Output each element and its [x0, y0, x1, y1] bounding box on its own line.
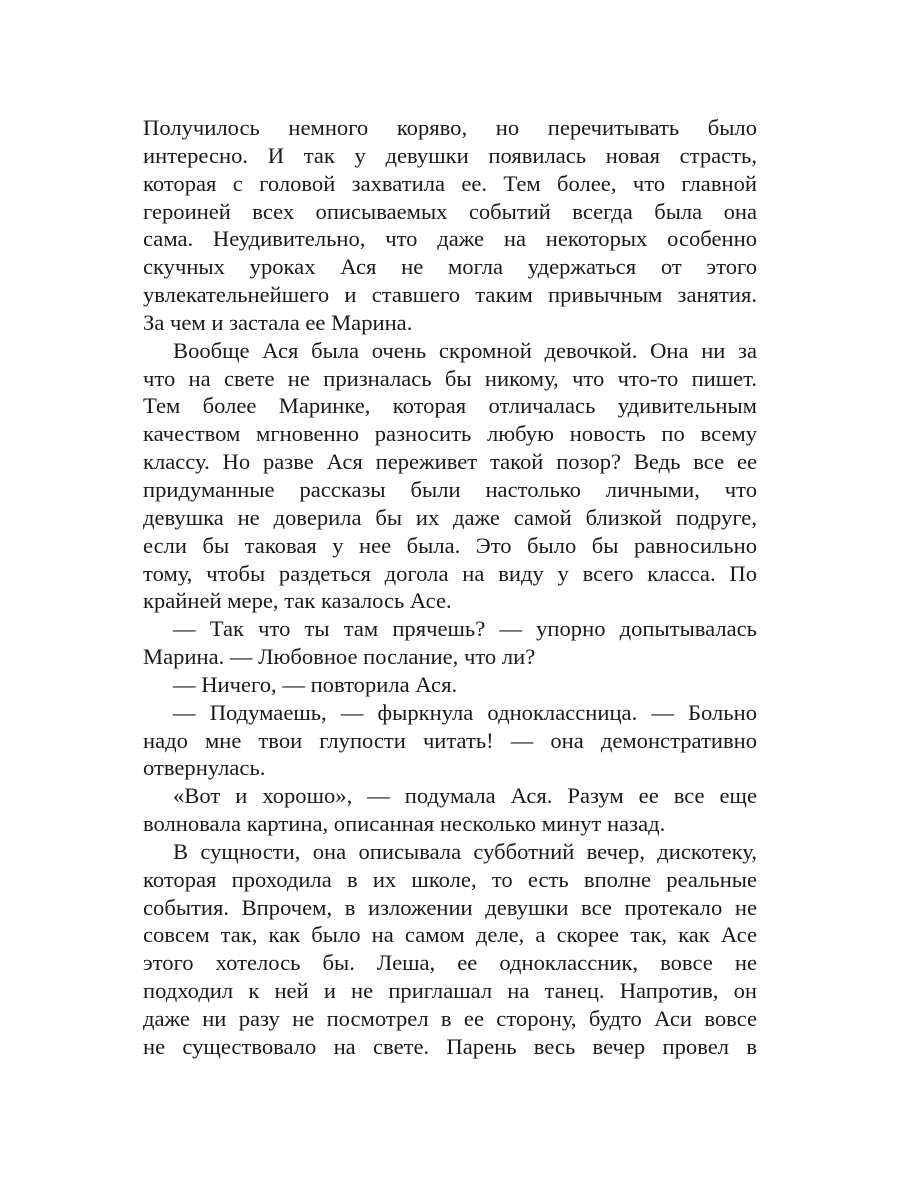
- paragraph: [143, 782, 757, 838]
- paragraph: [143, 671, 757, 699]
- text-line: классу. Но разве Ася переживет такой позор? Ведь все ее: [143, 449, 757, 475]
- text-line: В сущности, она описывала субботний вечер, дискотеку,: [173, 838, 757, 864]
- text-line: девушка не доверила бы их даже самой близкой подруге,: [143, 504, 757, 530]
- text-line: совсем так, как было на самом деле, а скорее так, как Асе: [143, 922, 757, 948]
- text-line: крайней мере, так казалось Асе.: [143, 588, 452, 614]
- text-line: — Так что ты там прячешь? — упорно допытывалась: [173, 616, 757, 642]
- text-line: которая проходила в их школе, то есть вполне реальные: [143, 866, 757, 892]
- text-line: если бы таковая у нее была. Это было бы равносильно: [143, 532, 757, 558]
- text-line: интересно. И так у девушки появилась новая страсть,: [143, 142, 757, 168]
- text-line: Вообще Ася была очень скромной девочкой. Она ни за: [173, 337, 757, 363]
- text-line: Тем более Маринке, которая отличалась удивительным: [143, 393, 757, 419]
- text-line: За чем и застала ее Марина.: [143, 309, 413, 335]
- text-line: придуманные рассказы были настолько личными, что: [143, 476, 757, 502]
- text-line: — Подумаешь, — фыркнула одноклассница. — Больно: [173, 699, 757, 725]
- text-line: подходил к ней и не приглашал на танец. Напротив, он: [143, 978, 757, 1004]
- paragraph: [143, 114, 757, 337]
- text-line: волновала картина, описанная несколько минут назад.: [143, 811, 666, 837]
- paragraph: [143, 615, 757, 671]
- text-line: качеством мгновенно разносить любую новость по всему: [143, 421, 757, 447]
- text-line: тому, чтобы раздеться догола на виду у всего класса. По: [143, 560, 757, 586]
- paragraph: [143, 838, 757, 1061]
- text-line: события. Впрочем, в изложении девушки все протекало не: [143, 894, 757, 920]
- text-line: надо мне твои глупости читать! — она демонстративно: [143, 727, 757, 753]
- text-line: даже ни разу не посмотрел в ее сторону, будто Аси вовсе: [143, 1006, 757, 1031]
- text-line: сама. Неудивительно, что даже на некоторых особенно: [143, 226, 757, 252]
- text-line: Марина. — Любовное послание, что ли?: [143, 644, 536, 670]
- text-line: увлекательнейшего и ставшего таким привычным занятия.: [143, 282, 757, 308]
- text-line: отвернулась.: [143, 755, 266, 781]
- paragraph: [143, 699, 757, 783]
- text-line: — Ничего, — повторила Ася.: [173, 671, 458, 697]
- text-line: скучных уроках Ася не могла удержаться от этого: [143, 254, 757, 280]
- text-line: «Вот и хорошо», — подумала Ася. Разум ее все еще: [173, 783, 757, 809]
- text-line: что на свете не призналась бы никому, что что-то пишет.: [143, 365, 757, 391]
- text-line: героиней всех описываемых событий всегда была она: [143, 198, 757, 224]
- text-line: не существовало на свете. Парень весь вечер провел в: [143, 1033, 757, 1059]
- text-line: этого хотелось бы. Леша, ее одноклассник, вовсе не: [143, 950, 757, 976]
- text-line: которая с головой захватила ее. Тем более, что главной: [143, 170, 757, 196]
- body-text: [143, 114, 757, 1061]
- text-line: Получилось немного коряво, но перечитывать было: [143, 115, 757, 140]
- paragraph: [143, 337, 757, 615]
